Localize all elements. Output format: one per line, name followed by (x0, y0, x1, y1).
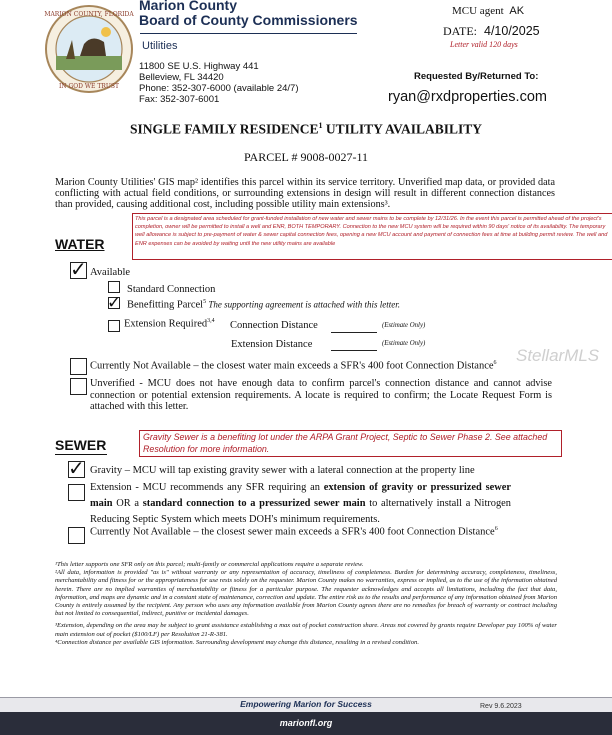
water-not-available-checkbox[interactable] (70, 358, 87, 375)
title-rest: UTILITY AVAILABILITY (322, 121, 483, 137)
title-footnote-ref: 1 (318, 121, 323, 130)
connection-distance-label: Connection Distance (230, 320, 318, 331)
requested-by-label: Requested By/Returned To: (414, 71, 539, 82)
standard-connection-label: Standard Connection (127, 284, 216, 295)
sewer-gravity-label: Gravity – MCU will tap existing gravity sewer with a lateral connection at the property line (90, 465, 475, 476)
intro-paragraph: Marion County Utilities' GIS map² identifies this parcel within its service territory. Unverified map data, or provided data conflicting with actual field conditions, or surrounding extensions in design will result in different connection distances than provided, causing additional cost, including possible utility main extensions³. (55, 177, 555, 210)
footer-revision: Rev 9.6.2023 (480, 703, 522, 710)
water-not-available-label (90, 360, 497, 372)
extension-required-text: Extension Required (124, 318, 208, 330)
extension-distance-label: Extension Distance (231, 339, 313, 350)
title-main: SINGLE FAMILY RESIDENCE (129, 121, 319, 137)
water-not-available-footnote-ref: 6 (493, 360, 497, 366)
extension-required-checkbox[interactable] (108, 320, 120, 332)
date-line (443, 24, 540, 39)
benefitting-parcel-note: The supporting agreement is attached with this letter. (206, 299, 401, 310)
extension-required-label (124, 318, 215, 330)
sewer-extension-label (90, 480, 511, 528)
connection-distance-field[interactable] (331, 322, 377, 333)
address-block (139, 61, 299, 102)
agent-line (452, 5, 524, 17)
date-value: 4/10/2025 (484, 24, 540, 38)
connection-distance-estimate-note: (Estimate Only) (382, 322, 426, 329)
header-rule (140, 33, 357, 34)
sewer-not-available-checkbox[interactable] (68, 527, 85, 544)
agent-value: AK (509, 5, 525, 17)
sewer-extension-checkbox[interactable] (68, 484, 85, 501)
sewer-not-available-label (90, 526, 498, 538)
benefitting-parcel-label: Benefitting Parcel (127, 299, 204, 311)
footer-website-link[interactable]: marionfl.org (279, 718, 333, 728)
phone-line: Phone: 352-307-6000 (available 24/7) (139, 83, 299, 94)
requested-by-email: ryan@rxdproperties.com (388, 89, 547, 105)
water-unverified-checkbox[interactable] (70, 378, 87, 395)
date-label: DATE: (443, 24, 477, 38)
sewer-not-available-footnote-ref: 6 (494, 526, 498, 532)
sewer-not-available-text: Currently Not Available – the closest sewer main exceeds a SFR's 400 foot Connection Distance (90, 526, 495, 538)
page-title (0, 121, 612, 138)
standard-connection-checkbox[interactable] (108, 281, 120, 293)
parcel-number: PARCEL # 9008-0027-11 (243, 150, 368, 164)
sewer-heading-underline (55, 454, 107, 455)
extension-distance-field[interactable] (331, 340, 377, 351)
watermark: StellarMLS (516, 346, 600, 365)
footnote-3: ³Extension, depending on the area may be subject to grant assistance establishing a max out of pocket construction share. Areas not covered by grants require Developer pay 100% of water main extension out of pocket ($100/LF) per Resolution 21-R-381. (55, 622, 557, 638)
county-line-1: Marion County (139, 0, 237, 13)
footer-tagline: Empowering Marion for Success (240, 699, 372, 709)
letter-valid-note: Letter valid 120 days (450, 40, 518, 49)
extension-distance-estimate-note: (Estimate Only) (382, 340, 426, 347)
water-available-label: Available (90, 267, 131, 278)
fax-line: Fax: 352-307-6001 (139, 94, 220, 102)
footnote-2: ²All data, information is provided "as is" without warranty or any representation of accuracy, timeliness of completeness. Burden for determining accuracy, completeness, timeliness, merchantability and fitness for or the appropriateness for use rests solely on the requester. Marion County makes no warranties, express or implied, as to the use of the information obtained herein. There are no implied warranties of merchantability or fitness for a particular purpose. The requester acknowledges and accepts all limitations, including the fact that data, information, and maps are dynamic and in a constant state of maintenance, correction and update. The entire risk as to the results and performance of any information obtained from Marion County is entirely assumed by the recipient. Any person who uses any information available from Marion County agrees there are no remedies for breach of warranty or contract including but not limited to consequential, indirect, punitive or incidental damages. (55, 569, 557, 618)
footnote-4: ⁴Connection distance per available GIS information. Surrounding development may change this distance, resulting in a revised condition. (55, 638, 419, 646)
sewer-extension-text-c: OR a (112, 498, 143, 509)
sewer-extension-text-b: extension of gravity or pressurized sewer main (90, 482, 511, 509)
benefitting-parcel-line (127, 299, 400, 311)
water-unverified-label: Unverified - MCU does not have enough data to confirm parcel's connection distance and cannot advise connection or potential extension requirements. A locate is required to confirm; the Locate Request Form is attached with this letter. (90, 378, 552, 412)
benefitting-parcel-footnote-ref: 5 (203, 299, 207, 305)
grant-note-box: This parcel is a designated area scheduled for grant-funded installation of new water and sewer mains to be complete by 12/31/26. In the event this parcel is permitted ahead of the project's completion, owner will be permitted to install a well and ENR, BOTH TEMPORARY. Connection to the new MCU system will be required within 90 days' notice of its availability. The temporary well allowance is subject to pre-payment of water & sewer capital connection fees, opening a new MCU account and payment of connection fees at time at building permit review. The well and ENR expenses can be avoided by waiting until the new utility mains are available (132, 213, 612, 260)
sewer-gravity-checkmark-icon: ✓ (68, 456, 85, 480)
county-name (139, 0, 358, 28)
county-seal (44, 4, 134, 94)
sewer-extension-text-a: Extension - MCU recommends any SFR requiring an (90, 482, 324, 493)
sewer-extension-text-d: standard connection to a pressurized sewer main (142, 498, 366, 509)
address-line-1: 11800 SE U.S. Highway 441 (139, 61, 259, 72)
water-not-available-text: Currently Not Available – the closest water main exceeds a SFR's 400 foot Connection Distance (90, 360, 494, 372)
sewer-heading: SEWER (55, 437, 107, 453)
address-line-2: Belleview, FL 34420 (139, 72, 224, 83)
extension-required-footnote-ref: 3,4 (207, 318, 215, 324)
svg-text:MARION COUNTY, FLORIDA: MARION COUNTY, FLORIDA (44, 11, 134, 18)
agent-label: MCU agent (452, 5, 504, 17)
sewer-grant-note: Gravity Sewer is a benefiting lot under the ARPA Grant Project, Septic to Sewer Phase 2. See attached Resolution for more information. (139, 430, 562, 457)
benefitting-parcel-checkmark-icon: ✓ (107, 293, 122, 313)
water-heading: WATER (55, 236, 105, 252)
sewer-extension-text-e: to alternatively install a Nitrogen Reducing Septic System which meets DOH's minimum requirements. (90, 498, 511, 525)
footnotes (55, 561, 557, 647)
department-name: Utilities (142, 40, 178, 52)
svg-text:IN GOD WE TRUST: IN GOD WE TRUST (58, 83, 120, 90)
footnote-1: ¹This letter supports one SFR only on this parcel; multi-family or commercial applications require a separate review. (55, 561, 364, 568)
water-available-checkmark-icon: ✓ (70, 257, 87, 281)
county-line-2: Board of County Commissioners (139, 12, 358, 28)
